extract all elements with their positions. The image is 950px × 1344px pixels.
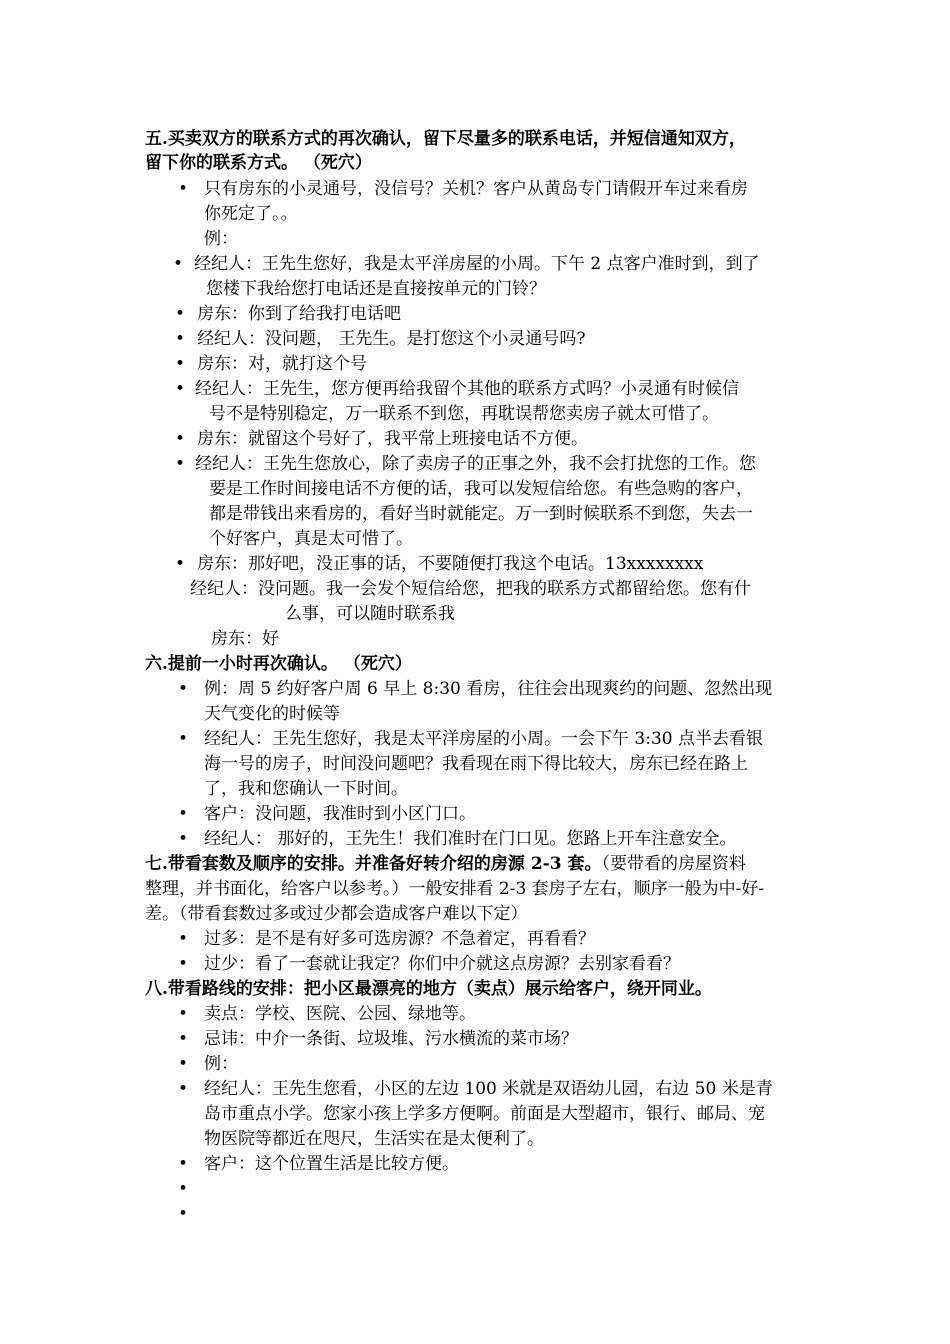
list-item: 忌讳：中介一条街、垃圾堆、污水横流的菜市场？ [204,1029,578,1049]
bullet: • [178,1029,189,1049]
list-item-cont: 要是工作时间接电话不方便的话，我可以发短信给您。有些急购的客户， [209,479,753,499]
list-item-cont: 海一号的房子，时间没问题吧？我看现在雨下得比较大，房东已经在路上 [204,754,748,774]
bullet: • [178,1004,189,1024]
bullet: • [178,729,189,749]
list-item-cont: 岛市重点小学。您家小孩上学多方便啊。前面是大型超市，银行、邮局、宠 [204,1104,765,1124]
list-item: 经纪人：没问题， 王先生。是打您这个小灵通号吗? [197,329,586,349]
dialogue-line: 经纪人：没问题。我一会发个短信给您，把我的联系方式都留给您。您有什 [190,579,751,599]
list-item: 经纪人： 那好的，王先生！我们准时在门口见。您路上开车注意安全。 [204,829,737,849]
paragraph-line: 整理，并书面化，给客户以参考。）一般安排看 2-3 套房子左右，顺序一般为中-好- [145,879,765,899]
list-item: 客户：这个位置生活是比较方便。 [204,1154,459,1174]
section-5-heading-cont: 留下你的联系方式。 （死穴） [145,153,372,173]
bullet: • [175,354,186,374]
list-item-cont: 了，我和您确认一下时间。 [204,779,408,799]
list-item-cont: 都是带钱出来看房的，看好当时就能定。万一到时候联系不到您，失去一 [209,504,753,524]
list-item-cont: 个好客户，真是太可惜了。 [209,529,413,549]
list-item: 卖点：学校、医院、公园、绿地等。 [204,1004,476,1024]
bullet: • [175,379,186,399]
bullet: • [175,329,186,349]
bullet: • [178,1054,189,1074]
list-item-cont: 您楼下我给您打电话还是直接按单元的门铃？ [206,279,546,299]
list-item: 经纪人：王先生，您方便再给我留个其他的联系方式吗？小灵通有时候信 [195,379,739,399]
section-8-heading: 八.带看路线的安排：把小区最漂亮的地方（卖点）展示给客户，绕开同业。 [145,979,712,999]
list-item: 房东：对，就打这个号 [197,354,367,374]
list-item: 过多：是不是有好多可选房源？不急着定，再看看？ [204,929,595,949]
bullet: • [178,929,189,949]
list-item: 只有房东的小灵通号，没信号？关机？客户从黄岛专门请假开车过来看房 [204,179,748,199]
list-item-cont: 物医院等都近在咫尺，生活实在是太便利了。 [204,1129,544,1149]
bullet: • [175,304,186,324]
list-item: 经纪人：王先生您看，小区的左边 100 米就是双语幼儿园，右边 50 米是青 [204,1079,773,1099]
bullet: • [175,429,186,449]
bullet: • [178,179,189,199]
dialogue-line-cont: 么事，可以随时联系我 [285,604,455,624]
list-item: 例：周 5 约好客户周 6 早上 8:30 看房，往往会出现爽约的问题、忽然出现 [204,679,773,699]
paragraph-line: 差。（带看套数过多或过少都会造成客户难以下定） [145,904,528,924]
list-item: 房东：就留这个号好了，我平常上班接电话不方便。 [197,429,588,449]
list-item-cont: 例： [204,229,238,249]
list-item: 经纪人：王先生您好，我是太平洋房屋的小周。一会下午 3:30 点半去看银 [204,729,763,749]
list-item-cont: 号不是特别稳定，万一联系不到您，再耽误帮您卖房子就太可惜了。 [209,404,719,424]
bullet: • [178,829,189,849]
list-item-cont: 天气变化的时候等 [204,704,340,724]
list-item: 经纪人：王先生您好，我是太平洋房屋的小周。下午 2 点客户准时到，到了 [194,254,760,274]
bullet: • [178,1079,189,1099]
list-item: 过少：看了一套就让我定？你们中介就这点房源？去别家看看？ [204,954,680,974]
bullet: • [178,804,189,824]
bullet-empty: • [178,1179,189,1199]
section-5-heading: 五.买卖双方的联系方式的再次确认，留下尽量多的联系电话，并短信通知双方， [145,129,746,149]
section-7-heading-note: （要带看的房屋资料 [601,854,746,874]
section-7-heading: 七.带看套数及顺序的安排。并准备好转介绍的房源 2-3 套。 [145,854,602,874]
bullet: • [175,554,186,574]
bullet: • [178,679,189,699]
section-7-heading-line [145,852,746,877]
list-item: 客户：没问题，我准时到小区门口。 [204,804,476,824]
list-item-cont: 你死定了。。 [204,204,298,224]
list-item: 房东：你到了给我打电话吧 [197,304,401,324]
section-6-heading: 六.提前一小时再次确认。 （死穴） [145,654,412,674]
list-item: 经纪人：王先生您放心，除了卖房子的正事之外，我不会打扰您的工作。您 [195,454,756,474]
bullet: • [173,254,184,274]
list-item: 房东：那好吧，没正事的话，不要随便打我这个电话。13xxxxxxxx [197,554,704,574]
dialogue-line: 房东：好 [211,629,279,649]
bullet: • [175,454,186,474]
bullet: • [178,954,189,974]
bullet: • [178,1154,189,1174]
list-item: 例： [204,1054,238,1074]
bullet-empty: • [178,1204,189,1224]
